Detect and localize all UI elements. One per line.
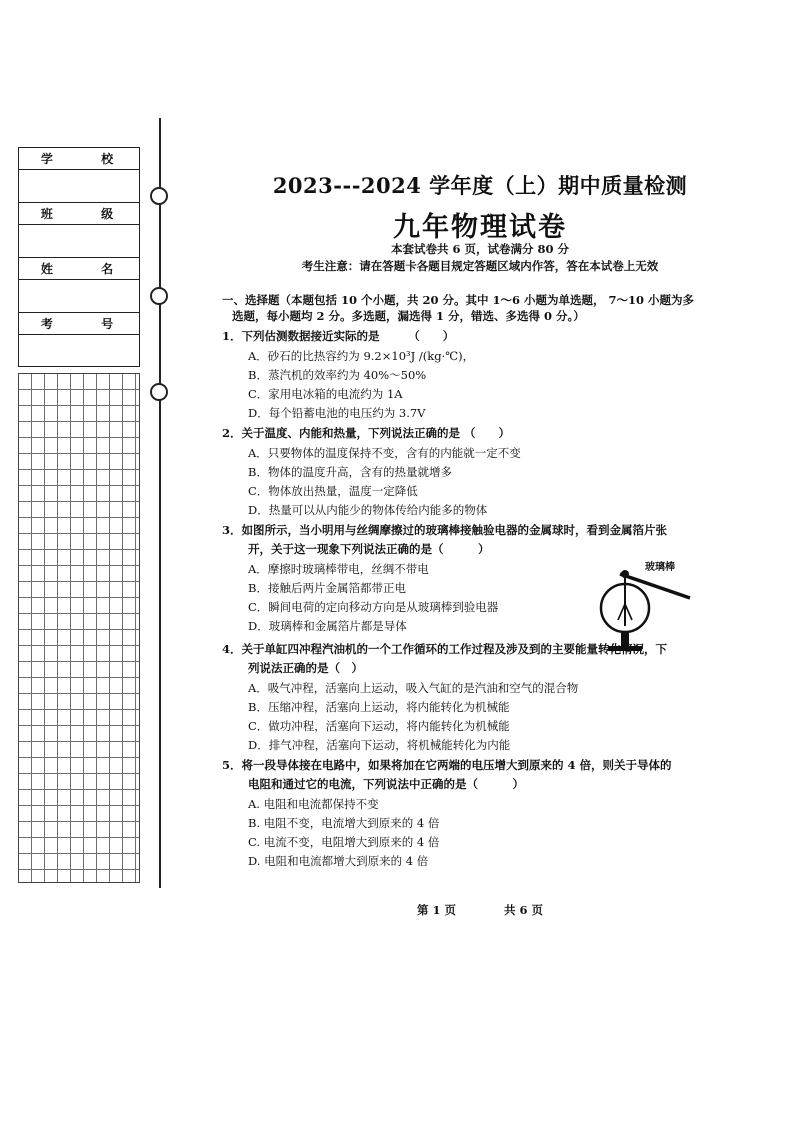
section-heading: 一、选择题（本题包括 10 个小题，共 20 分。其中 1～6 小题为单选题， 7～10 小题为多	[222, 293, 695, 307]
question-3-option-a: A．摩擦时玻璃棒带电，丝绸不带电	[248, 562, 429, 576]
glass-rod-label: 玻璃棒	[645, 562, 675, 573]
question-5-option-c: C. 电流不变，电阻增大到原来的 4 倍	[248, 835, 440, 849]
binding-line	[159, 118, 161, 888]
question-3-option-d: D．玻璃棒和金属箔片都是导体	[248, 619, 407, 633]
question-3-option-b: B．接触后两片金属箔都带正电	[248, 581, 406, 595]
question-5-option-a: A. 电阻和电流都保持不变	[248, 797, 379, 811]
question-4-option-a: A．吸气冲程，活塞向上运动，吸入气缸的是汽油和空气的混合物	[248, 681, 579, 695]
subject-title: 九年物理试卷	[393, 212, 567, 243]
exam-meta: 本套试卷共 6 页，试卷满分 80 分	[390, 242, 570, 256]
question-5-option-d: D. 电阻和电流都增大到原来的 4 倍	[248, 854, 429, 868]
exam-number-blank[interactable]	[19, 335, 139, 369]
question-4-option-d: D．排气冲程，活塞向下运动，将机械能转化为内能	[248, 738, 511, 752]
question-4-option-b: B．压缩冲程，活塞向上运动，将内能转化为机械能	[248, 700, 510, 714]
name-blank[interactable]	[19, 280, 139, 313]
question-2-stem: 2．关于温度、内能和热量，下列说法正确的是 （ ）	[222, 426, 511, 440]
school-blank[interactable]	[19, 170, 139, 203]
question-3-option-c: C．瞬间电荷的定向移动方向是从玻璃棒到验电器	[248, 600, 499, 614]
binding-hole	[150, 287, 168, 305]
question-3-stem: 3．如图所示，当小明用与丝绸摩擦过的玻璃棒接触验电器的金属球时，看到金属箔片张	[222, 523, 667, 537]
question-3-stem-cont: 开，关于这一现象下列说法正确的是（ ）	[248, 542, 490, 556]
class-blank[interactable]	[19, 225, 139, 258]
class-label: 班 级	[19, 203, 139, 225]
question-5-option-b: B. 电阻不变，电流增大到原来的 4 倍	[248, 816, 440, 830]
seat-number-grid	[18, 373, 140, 883]
question-4-option-c: C．做功冲程，活塞向下运动，将内能转化为机械能	[248, 719, 510, 733]
question-4-stem: 4．关于单缸四冲程汽油机的一个工作循环的工作过程及涉及到的主要能量转化情况，下	[222, 642, 667, 656]
question-1-option-d: D．每个铅蓄电池的电压约为 3.7V	[248, 406, 426, 420]
binding-hole	[150, 187, 168, 205]
question-1-option-a: A．砂石的比热容约为 9.2×10³J /(kg·℃)，	[248, 349, 475, 363]
question-2-option-a: A．只要物体的温度保持不变，含有的内能就一定不变	[248, 446, 521, 460]
question-1-stem: 1．下列估测数据接近实际的是 （ ）	[222, 329, 455, 343]
question-1-option-b: B．蒸汽机的效率约为 40%～50%	[248, 368, 427, 382]
name-label: 姓 名	[19, 258, 139, 280]
question-5-stem: 5．将一段导体接在电路中，如果将加在它两端的电压增大到原来的 4 倍，则关于导体的	[222, 758, 672, 772]
section-heading-cont: 选题，每小题均 2 分。多选题，漏选得 1 分，错选、多选得 0 分。）	[232, 309, 585, 323]
exam-title: 2023---2024 学年度（上）期中质量检测	[272, 173, 688, 198]
question-2-option-c: C．物体放出热量，温度一定降低	[248, 484, 418, 498]
question-1-option-c: C．家用电冰箱的电流约为 1A	[248, 387, 403, 401]
question-4-stem-cont: 列说法正确的是（ ）	[248, 661, 363, 675]
binding-hole	[150, 383, 168, 401]
exam-number-label: 考 号	[19, 313, 139, 335]
question-5-stem-cont: 电阻和通过它的电流，下列说法中正确的是（ ）	[248, 777, 524, 791]
student-info-table	[18, 147, 140, 367]
question-2-option-d: D．热量可以从内能少的物体传给内能多的物体	[248, 503, 488, 517]
page-total: 共 6 页	[504, 903, 544, 917]
page-footer	[180, 902, 780, 918]
school-label: 学 校	[19, 148, 139, 170]
page-number: 第 1 页	[416, 903, 456, 917]
exam-notice: 考生注意：请在答题卡各题目规定答题区域内作答，答在本试卷上无效	[301, 259, 659, 273]
question-2-option-b: B．物体的温度升高，含有的热量就增多	[248, 465, 452, 479]
